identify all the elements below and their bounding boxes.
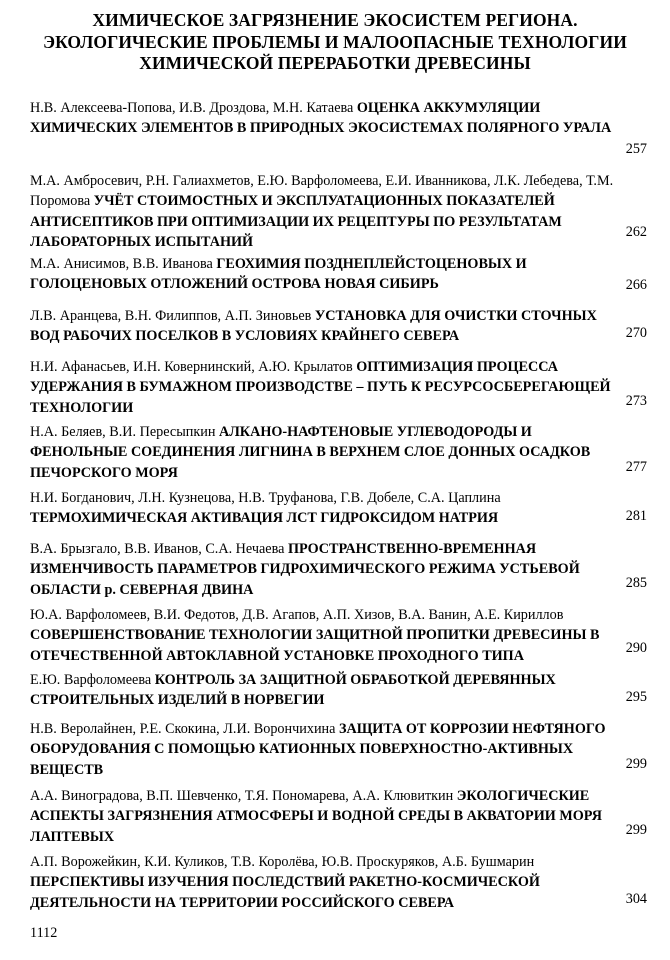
entry-title[interactable]: АЛКАНО-НАФТЕНОВЫЕ УГЛЕВОДОРОДЫ И ФЕНОЛЬНЫЕ СОЕДИНЕНИЯ ЛИГНИНА В ВЕРХНЕМ СЛОЕ ДОННЫХ ОСАДКОВ ПЕЧОРСКОГО МОРЯ — [30, 424, 591, 481]
entry-title[interactable]: ПРОСТРАНСТВЕННО-ВРЕМЕННАЯ ИЗМЕНЧИВОСТЬ ПАРАМЕТРОВ ГИДРОХИМИЧЕСКОГО РЕЖИМА УСТЬЕВОЙ ОБЛАСТИ р. СЕВЕРНАЯ ДВИНА — [30, 541, 580, 598]
entry-authors: Н.А. Беляев, В.И. Пересыпкин — [30, 424, 216, 440]
entry-title[interactable]: ОЦЕНКА АККУМУЛЯЦИИ ХИМИЧЕСКИХ ЭЛЕМЕНТОВ В ПРИРОДНЫХ ЭКОСИСТЕМАХ ПОЛЯРНОГО УРАЛА — [30, 100, 612, 137]
toc-entry — [30, 306, 616, 347]
entry-authors: Н.И. Афанасьев, И.Н. Ковернинский, А.Ю. Крылатов — [30, 359, 353, 375]
entry-page-number: 304 — [625, 891, 647, 907]
toc-entry — [30, 98, 616, 139]
entry-authors: Е.Ю. Варфоломеева — [30, 672, 152, 688]
entry-page-number: 262 — [625, 224, 647, 240]
entry-page-number: 266 — [625, 277, 647, 293]
toc-entry — [30, 670, 616, 711]
entry-authors: М.А. Амбросевич, Р.Н. Галиахметов, Е.Ю. Варфоломеева, Е.И. Иванникова, Л.К. Лебедева, Т.М. Поромова — [30, 173, 614, 210]
toc-entry — [30, 488, 616, 529]
entry-authors: А.П. Ворожейкин, К.И. Куликов, Т.В. Королёва, Ю.В. Проскуряков, А.Б. Бушмарин — [30, 854, 535, 870]
section-title-line: ЭКОЛОГИЧЕСКИЕ ПРОБЛЕМЫ И МАЛООПАСНЫЕ ТЕХНОЛОГИИ — [43, 31, 627, 52]
toc-entry — [30, 171, 616, 252]
entry-title[interactable]: ЭКОЛОГИЧЕСКИЕ АСПЕКТЫ ЗАГРЯЗНЕНИЯ АТМОСФЕРЫ И ВОДНОЙ СРЕДЫ В АКВАТОРИИ МОРЯ ЛАПТЕВЫХ — [30, 788, 602, 845]
page-folio: 1112 — [30, 925, 58, 941]
entry-page-number: 290 — [625, 640, 647, 656]
toc-entry — [30, 786, 616, 847]
toc-entry — [30, 422, 616, 483]
entry-page-number: 273 — [625, 393, 647, 409]
entry-page-number: 285 — [625, 575, 647, 591]
entry-title[interactable]: ЗАЩИТА ОТ КОРРОЗИИ НЕФТЯНОГО ОБОРУДОВАНИЯ С ПОМОЩЬЮ КАТИОННЫХ ПОВЕРХНОСТНО-АКТИВНЫХ ВЕЩЕСТВ — [30, 721, 606, 778]
entry-page-number: 257 — [625, 141, 647, 157]
entry-page-number: 299 — [625, 822, 647, 838]
entry-authors: Н.В. Алексеева-Попова, И.В. Дроздова, М.Н. Катаева — [30, 100, 354, 116]
entry-authors: Л.В. Аранцева, В.Н. Филиппов, А.П. Зиновьев — [30, 308, 312, 324]
entry-authors: Ю.А. Варфоломеев, В.И. Федотов, Д.В. Агапов, А.П. Хизов, В.А. Ванин, А.Е. Кириллов — [30, 607, 564, 623]
entry-authors: В.А. Брызгало, В.В. Иванов, С.А. Нечаева — [30, 541, 285, 557]
section-title — [0, 10, 670, 75]
entry-page-number: 281 — [625, 508, 647, 524]
toc-entry — [30, 719, 616, 780]
entry-page-number: 270 — [625, 325, 647, 341]
section-title-line: ХИМИЧЕСКОЙ ПЕРЕРАБОТКИ ДРЕВЕСИНЫ — [139, 53, 531, 73]
entry-title[interactable]: ГЕОХИМИЯ ПОЗДНЕПЛЕЙСТОЦЕНОВЫХ И ГОЛОЦЕНОВЫХ ОТЛОЖЕНИЙ ОСТРОВА НОВАЯ СИБИРЬ — [30, 256, 527, 293]
entry-title[interactable]: ПЕРСПЕКТИВЫ ИЗУЧЕНИЯ ПОСЛЕДСТВИЙ РАКЕТНО-КОСМИЧЕСКОЙ ДЕЯТЕЛЬНОСТИ НА ТЕРРИТОРИИ РОССИЙСКОГО СЕВЕРА — [30, 874, 540, 911]
entry-title[interactable]: СОВЕРШЕНСТВОВАНИЕ ТЕХНОЛОГИИ ЗАЩИТНОЙ ПРОПИТКИ ДРЕВЕСИНЫ В ОТЕЧЕСТВЕННОЙ АВТОКЛАВНОЙ УСТАНОВКЕ ПРОХОДНОГО ТИПА — [30, 627, 600, 664]
section-title-line: ХИМИЧЕСКОЕ ЗАГРЯЗНЕНИЕ ЭКОСИСТЕМ РЕГИОНА. — [92, 10, 578, 30]
entry-page-number: 295 — [625, 689, 647, 705]
entry-page-number: 277 — [625, 459, 647, 475]
entry-title[interactable]: ТЕРМОХИМИЧЕСКАЯ АКТИВАЦИЯ ЛСТ ГИДРОКСИДОМ НАТРИЯ — [30, 510, 499, 527]
entry-authors: А.А. Виноградова, В.П. Шевченко, Т.Я. Пономарева, А.А. Клювиткин — [30, 788, 454, 804]
entry-authors: Н.И. Богданович, Л.Н. Кузнецова, Н.В. Труфанова, Г.В. Добеле, С.А. Цаплина — [30, 490, 501, 506]
toc-entry — [30, 254, 616, 295]
entry-title[interactable]: УСТАНОВКА ДЛЯ ОЧИСТКИ СТОЧНЫХ ВОД РАБОЧИХ ПОСЕЛКОВ В УСЛОВИЯХ КРАЙНЕГО СЕВЕРА — [30, 308, 597, 345]
entry-authors: М.А. Анисимов, В.В. Иванова — [30, 256, 213, 272]
entry-title[interactable]: УЧЁТ СТОИМОСТНЫХ И ЭКСПЛУАТАЦИОННЫХ ПОКАЗАТЕЛЕЙ АНТИСЕПТИКОВ ПРИ ОПТИМИЗАЦИИ ИХ РЕЦЕПТУРЫ ПО РЕЗУЛЬТАТАМ ЛАБОРАТОРНЫХ ИСПЫТАНИЙ — [30, 193, 562, 250]
toc-entry — [30, 357, 616, 418]
entry-title[interactable]: КОНТРОЛЬ ЗА ЗАЩИТНОЙ ОБРАБОТКОЙ ДЕРЕВЯННЫХ СТРОИТЕЛЬНЫХ ИЗДЕЛИЙ В НОРВЕГИИ — [30, 672, 556, 709]
toc-entry — [30, 539, 616, 600]
toc-entry — [30, 605, 616, 666]
toc-entry — [30, 852, 616, 913]
entry-authors: Н.В. Веролайнен, Р.Е. Скокина, Л.И. Ворончихина — [30, 721, 336, 737]
entry-title[interactable]: ОПТИМИЗАЦИЯ ПРОЦЕССА УДЕРЖАНИЯ В БУМАЖНОМ ПРОИЗВОДСТВЕ – ПУТЬ К РЕСУРСОСБЕРЕГАЮЩЕЙ ТЕХНОЛОГИИ — [30, 359, 611, 416]
entry-page-number: 299 — [625, 756, 647, 772]
